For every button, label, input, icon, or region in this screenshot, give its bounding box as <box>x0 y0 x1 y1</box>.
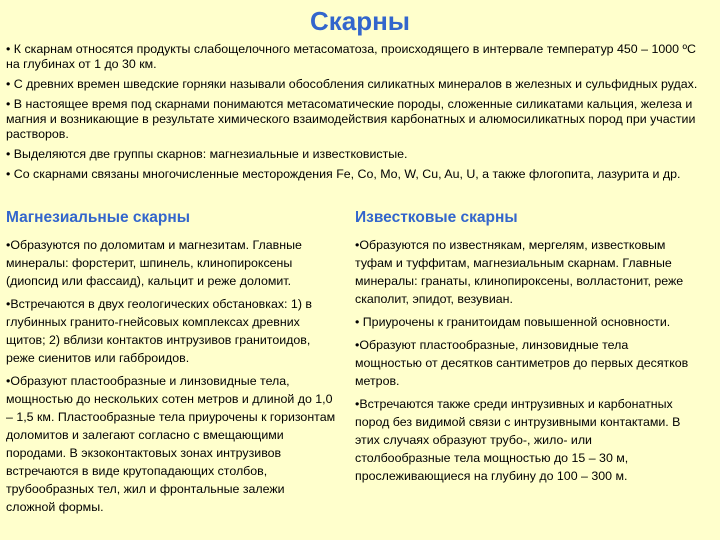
calcareous-item: •Образуют пластообразные, линзовидные тела мощностью от десятков сантиметров до первых десятков метров. <box>355 338 689 388</box>
calcareous-heading: Известковые скарны <box>355 209 518 226</box>
intro-item: • К скарнам относятся продукты слабощелочного метасоматоза, происходящего в интервале температур 450 – 1000 ºС на глубинах от 1 до 30 км. <box>6 42 696 71</box>
intro-item: • В настоящее время под скарнами понимаются метасоматические породы, сложенные силикатами кальция, железа и магния и возникающие в результате химического взаимодействия карбонатных и алюмосиликатных пород при участии растворов. <box>6 97 696 141</box>
intro-item: • Выделяются две группы скарнов: магнезиальные и известковистые. <box>6 147 408 161</box>
calcareous-item: •Встречаются также среди интрузивных и карбонатных пород без видимой связи с интрузивными контактами. В этих случаях образуют трубо-, жило- или столбообразные тела мощностью до 15 – 30 м, прослеживающиеся на глубину до 100 – 300 м. <box>355 397 681 483</box>
magnesian-column <box>6 208 336 521</box>
magnesian-item: •Образуют пластообразные и линзовидные тела, мощностью до нескольких сотен метров и длиной до 1,0 – 1,5 км. Пластообразные тела приурочены к горизонтам доломитов и залегают согласно с вмещающими породами. В экзоконтактовых зонах интрузивов встречаются в виде крутопадающих столбов, трубообразных тел, жил и фронтальные залежи сложной формы. <box>6 374 336 514</box>
intro-item: • С древних времен шведские горняки называли обособления силикатных минералов в железных и сульфидных рудах. <box>6 77 698 91</box>
calcareous-item: • Приурочены к гранитоидам повышенной основности. <box>355 315 671 329</box>
slide-title: Скарны <box>309 6 411 36</box>
intro-item: • Со скарнами связаны многочисленные месторождения Fe, Co, Mo, W, Cu, Au, U, а также флогопита, лазурита и др. <box>6 167 681 181</box>
calcareous-column <box>355 208 690 490</box>
calcareous-item: •Образуются по известнякам, мергелям, известковым туфам и туффитам, магнезиальным скарнам. Главные минералы: гранаты, клинопироксены, волластонит, реже скаполит, эпидот, везувиан. <box>355 238 684 306</box>
intro-list <box>6 42 710 187</box>
magnesian-item: •Образуются по доломитам и магнезитам. Главные минералы: форстерит, шпинель, клинопироксены (диопсид или фассаид), кальцит и реже доломит. <box>6 238 302 288</box>
magnesian-heading: Магнезиальные скарны <box>6 209 190 226</box>
magnesian-item: •Встречаются в двух геологических обстановках: 1) в глубинных гранито-гнейсовых комплексах древних щитов; 2) вблизи контактов интрузивов гранитоидов, реже сиенитов или габброидов. <box>6 297 312 365</box>
